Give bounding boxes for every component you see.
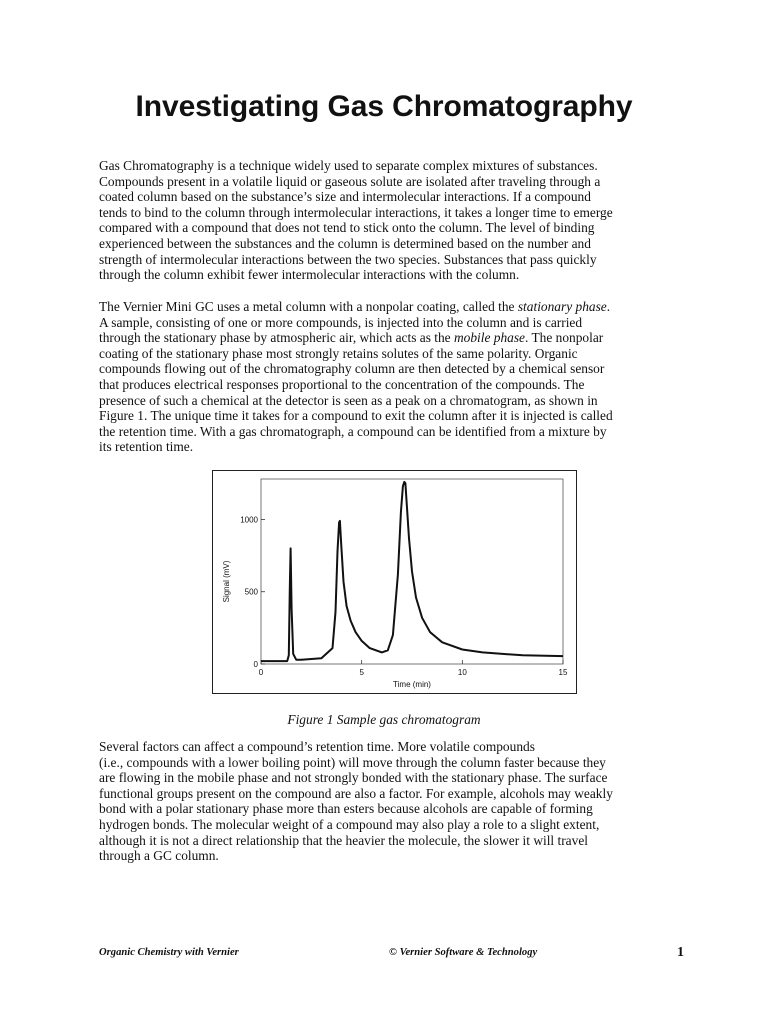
page-title: Investigating Gas Chromatography — [135, 90, 633, 123]
text-line: although it is not a direct relationship that the heavier the molecule, the slower it will travel — [99, 832, 588, 848]
text-line: hydrogen bonds. The molecular weight of a compound may also play a role to a slight extent, — [99, 816, 600, 832]
text-line: the retention time. With a gas chromatograph, a compound can be identified from a mixture by — [99, 423, 607, 439]
text-line: coating of the stationary phase most strongly retains solutes of the same polarity. Organic — [99, 345, 578, 361]
x-tick-label: 15 — [558, 668, 568, 677]
mini-gc-paragraph — [99, 299, 681, 455]
text-line: Compounds present in a volatile liquid or gaseous solute are isolated after traveling through a — [99, 173, 601, 189]
footer-copyright: © Vernier Software & Technology — [389, 947, 538, 958]
y-axis-label: Signal (mV) — [222, 560, 231, 603]
term-stationary-phase: stationary phase — [517, 299, 607, 314]
text-line: functional groups present on the compound are also a factor. For example, alcohols may weakly — [99, 785, 613, 801]
y-tick-label: 500 — [244, 587, 258, 597]
text-line: presence of such a chemical at the detector is seen as a peak on a chromatogram, as shown in — [99, 392, 598, 408]
text-line: are flowing in the mobile phase and not strongly bonded with the stationary phase. The surface — [99, 770, 608, 786]
figure-caption: Figure 1 Sample gas chromatogram — [287, 712, 481, 727]
text-line — [99, 299, 681, 315]
text-line: coated column based on the substance’s size and intermolecular interactions. If a compound — [99, 189, 591, 205]
text-line: compounds flowing out of the chromatography column are then detected by a chemical sensor — [99, 361, 605, 377]
signal-trace — [261, 482, 563, 661]
text-line: A sample, consisting of one or more compounds, is injected into the column and is carried — [99, 314, 583, 330]
text-line: Gas Chromatography is a technique widely used to separate complex mixtures of substances. — [99, 158, 598, 173]
text-line — [99, 330, 681, 346]
text-line: compared with a compound that does not tend to stick onto the column. The level of binding — [99, 220, 595, 236]
text-line: through the column exhibit fewer intermolecular interactions with the column. — [99, 267, 520, 283]
x-axis-label: Time (min) — [393, 680, 431, 689]
page-number: 1 — [677, 945, 684, 960]
text-run: . — [606, 299, 611, 314]
y-tick-label: 0 — [253, 660, 258, 669]
text-line: that produces electrical responses proportional to the concentration of the compounds. The — [99, 376, 585, 392]
text-run: . The nonpolar — [525, 330, 604, 346]
text-run: through the stationary phase by atmospheric air, which acts as the — [99, 330, 454, 346]
text-run: The Vernier Mini GC uses a metal column with a nonpolar coating, called the — [99, 299, 518, 314]
intro-paragraph — [99, 158, 681, 283]
text-line: strength of intermolecular interactions between the two species. Substances that pass quickly — [99, 251, 597, 267]
y-tick-label: 1000 — [240, 515, 258, 525]
retention-factors-paragraph — [99, 739, 681, 864]
chromatogram-figure — [212, 470, 577, 694]
text-line: tends to bind to the column through intermolecular interactions, it takes a longer time to emerge — [99, 204, 613, 220]
term-mobile-phase: mobile phase — [453, 330, 526, 346]
text-line: experienced between the substances and the column is determined based on the number and — [99, 235, 591, 251]
footer-book-title: Organic Chemistry with Vernier — [99, 947, 239, 958]
text-line: through a GC column. — [99, 848, 219, 864]
text-line: Several factors can affect a compound’s retention time. More volatile compounds — [99, 739, 535, 754]
x-tick-label: 0 — [258, 668, 264, 677]
x-tick-label: 10 — [457, 668, 467, 677]
text-line: (i.e., compounds with a lower boiling point) will move through the column faster because they — [99, 754, 606, 770]
text-line: bond with a polar stationary phase more than esters because alcohols are capable of forming — [99, 801, 593, 817]
chromatogram-chart — [213, 471, 576, 693]
text-line: its retention time. — [99, 439, 194, 455]
text-line: Figure 1. The unique time it takes for a compound to exit the column after it is injected is called — [99, 408, 613, 424]
x-tick-label: 5 — [359, 668, 364, 677]
